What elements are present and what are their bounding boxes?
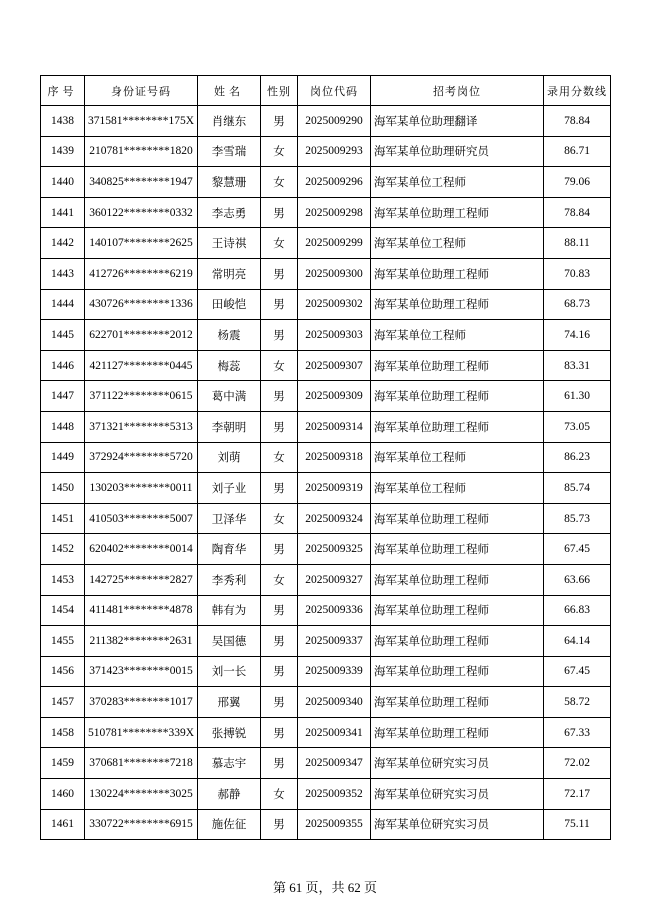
post-code-cell: 2025009302	[298, 289, 371, 320]
seq-cell: 1457	[41, 687, 85, 718]
table-row	[41, 779, 611, 810]
name-cell: 李朝明	[198, 411, 261, 442]
seq-cell: 1460	[41, 779, 85, 810]
name-cell: 杨震	[198, 320, 261, 351]
table-body	[41, 106, 611, 840]
post-cell: 海军某单位助理工程师	[371, 687, 544, 718]
score-cell: 66.83	[544, 595, 611, 626]
score-cell: 75.11	[544, 809, 611, 840]
post-cell: 海军某单位工程师	[371, 167, 544, 198]
seq-cell: 1455	[41, 626, 85, 657]
post-cell: 海军某单位工程师	[371, 228, 544, 259]
post-cell: 海军某单位助理研究员	[371, 136, 544, 167]
id-number-cell: 372924********5720	[85, 442, 198, 473]
score-cell: 72.17	[544, 779, 611, 810]
table-row	[41, 687, 611, 718]
post-code-cell: 2025009299	[298, 228, 371, 259]
post-code-cell: 2025009352	[298, 779, 371, 810]
seq-cell: 1443	[41, 258, 85, 289]
score-cell: 78.84	[544, 197, 611, 228]
score-cell: 74.16	[544, 320, 611, 351]
name-cell: 李志勇	[198, 197, 261, 228]
name-cell: 陶育华	[198, 534, 261, 565]
post-code-cell: 2025009309	[298, 381, 371, 412]
gender-cell: 女	[261, 503, 298, 534]
table-row	[41, 167, 611, 198]
score-cell: 61.30	[544, 381, 611, 412]
id-number-cell: 340825********1947	[85, 167, 198, 198]
name-cell: 李雪瑞	[198, 136, 261, 167]
header-score: 录用分数线	[544, 76, 611, 106]
gender-cell: 女	[261, 564, 298, 595]
gender-cell: 男	[261, 411, 298, 442]
gender-cell: 男	[261, 687, 298, 718]
gender-cell: 男	[261, 258, 298, 289]
score-cell: 73.05	[544, 411, 611, 442]
post-cell: 海军某单位研究实习员	[371, 779, 544, 810]
name-cell: 施佐征	[198, 809, 261, 840]
post-code-cell: 2025009327	[298, 564, 371, 595]
post-code-cell: 2025009324	[298, 503, 371, 534]
header-post: 招考岗位	[371, 76, 544, 106]
name-cell: 王诗祺	[198, 228, 261, 259]
table-header	[41, 76, 611, 106]
post-code-cell: 2025009319	[298, 473, 371, 504]
post-code-cell: 2025009341	[298, 717, 371, 748]
score-cell: 67.45	[544, 534, 611, 565]
post-cell: 海军某单位助理工程师	[371, 656, 544, 687]
gender-cell: 男	[261, 106, 298, 137]
score-cell: 72.02	[544, 748, 611, 779]
gender-cell: 男	[261, 748, 298, 779]
id-number-cell: 410503********5007	[85, 503, 198, 534]
post-cell: 海军某单位助理工程师	[371, 350, 544, 381]
post-code-cell: 2025009298	[298, 197, 371, 228]
gender-cell: 男	[261, 656, 298, 687]
results-table	[40, 75, 611, 840]
name-cell: 刘萌	[198, 442, 261, 473]
gender-cell: 女	[261, 167, 298, 198]
gender-cell: 男	[261, 534, 298, 565]
name-cell: 吴国德	[198, 626, 261, 657]
header-seq: 序号	[41, 76, 85, 106]
table-row	[41, 228, 611, 259]
table-row	[41, 442, 611, 473]
name-cell: 梅蕊	[198, 350, 261, 381]
post-cell: 海军某单位工程师	[371, 473, 544, 504]
header-id-number: 身份证号码	[85, 76, 198, 106]
name-cell: 黎慧珊	[198, 167, 261, 198]
name-cell: 韩有为	[198, 595, 261, 626]
gender-cell: 男	[261, 717, 298, 748]
post-cell: 海军某单位助理工程师	[371, 503, 544, 534]
post-code-cell: 2025009325	[298, 534, 371, 565]
table-row	[41, 534, 611, 565]
id-number-cell: 412726********6219	[85, 258, 198, 289]
seq-cell: 1445	[41, 320, 85, 351]
post-code-cell: 2025009314	[298, 411, 371, 442]
gender-cell: 男	[261, 595, 298, 626]
seq-cell: 1438	[41, 106, 85, 137]
id-number-cell: 130224********3025	[85, 779, 198, 810]
post-code-cell: 2025009339	[298, 656, 371, 687]
gender-cell: 女	[261, 442, 298, 473]
id-number-cell: 371122********0615	[85, 381, 198, 412]
score-cell: 67.45	[544, 656, 611, 687]
gender-cell: 女	[261, 350, 298, 381]
score-cell: 83.31	[544, 350, 611, 381]
seq-cell: 1456	[41, 656, 85, 687]
id-number-cell: 210781********1820	[85, 136, 198, 167]
post-code-cell: 2025009318	[298, 442, 371, 473]
header-name: 姓名	[198, 76, 261, 106]
name-cell: 卫泽华	[198, 503, 261, 534]
post-cell: 海军某单位助理工程师	[371, 289, 544, 320]
table-row	[41, 473, 611, 504]
seq-cell: 1451	[41, 503, 85, 534]
seq-cell: 1458	[41, 717, 85, 748]
post-cell: 海军某单位助理翻译	[371, 106, 544, 137]
post-cell: 海军某单位工程师	[371, 320, 544, 351]
id-number-cell: 371581********175X	[85, 106, 198, 137]
table-row	[41, 656, 611, 687]
post-cell: 海军某单位研究实习员	[371, 748, 544, 779]
table-row	[41, 136, 611, 167]
id-number-cell: 370283********1017	[85, 687, 198, 718]
score-cell: 85.74	[544, 473, 611, 504]
id-number-cell: 421127********0445	[85, 350, 198, 381]
post-cell: 海军某单位助理工程师	[371, 626, 544, 657]
gender-cell: 女	[261, 779, 298, 810]
seq-cell: 1441	[41, 197, 85, 228]
seq-cell: 1439	[41, 136, 85, 167]
table-row	[41, 748, 611, 779]
post-code-cell: 2025009293	[298, 136, 371, 167]
id-number-cell: 370681********7218	[85, 748, 198, 779]
table-row	[41, 809, 611, 840]
score-cell: 85.73	[544, 503, 611, 534]
seq-cell: 1452	[41, 534, 85, 565]
id-number-cell: 360122********0332	[85, 197, 198, 228]
seq-cell: 1440	[41, 167, 85, 198]
score-cell: 67.33	[544, 717, 611, 748]
header-post-code: 岗位代码	[298, 76, 371, 106]
post-cell: 海军某单位助理工程师	[371, 258, 544, 289]
gender-cell: 女	[261, 136, 298, 167]
name-cell: 郝静	[198, 779, 261, 810]
post-cell: 海军某单位工程师	[371, 442, 544, 473]
post-code-cell: 2025009296	[298, 167, 371, 198]
seq-cell: 1453	[41, 564, 85, 595]
id-number-cell: 211382********2631	[85, 626, 198, 657]
post-cell: 海军某单位助理工程师	[371, 411, 544, 442]
name-cell: 刘子业	[198, 473, 261, 504]
gender-cell: 男	[261, 197, 298, 228]
name-cell: 葛中满	[198, 381, 261, 412]
post-code-cell: 2025009303	[298, 320, 371, 351]
gender-cell: 男	[261, 626, 298, 657]
seq-cell: 1442	[41, 228, 85, 259]
id-number-cell: 140107********2625	[85, 228, 198, 259]
post-cell: 海军某单位助理工程师	[371, 717, 544, 748]
seq-cell: 1447	[41, 381, 85, 412]
id-number-cell: 142725********2827	[85, 564, 198, 595]
name-cell: 田峻恺	[198, 289, 261, 320]
seq-cell: 1446	[41, 350, 85, 381]
seq-cell: 1444	[41, 289, 85, 320]
id-number-cell: 622701********2012	[85, 320, 198, 351]
id-number-cell: 620402********0014	[85, 534, 198, 565]
name-cell: 刘一长	[198, 656, 261, 687]
score-cell: 78.84	[544, 106, 611, 137]
name-cell: 李秀利	[198, 564, 261, 595]
post-code-cell: 2025009347	[298, 748, 371, 779]
seq-cell: 1450	[41, 473, 85, 504]
id-number-cell: 330722********6915	[85, 809, 198, 840]
gender-cell: 女	[261, 228, 298, 259]
post-cell: 海军某单位助理工程师	[371, 595, 544, 626]
gender-cell: 男	[261, 320, 298, 351]
table-row	[41, 381, 611, 412]
gender-cell: 男	[261, 473, 298, 504]
post-code-cell: 2025009307	[298, 350, 371, 381]
score-cell: 63.66	[544, 564, 611, 595]
id-number-cell: 371321********5313	[85, 411, 198, 442]
name-cell: 常明亮	[198, 258, 261, 289]
id-number-cell: 510781********339X	[85, 717, 198, 748]
post-cell: 海军某单位研究实习员	[371, 809, 544, 840]
seq-cell: 1449	[41, 442, 85, 473]
gender-cell: 男	[261, 809, 298, 840]
score-cell: 68.73	[544, 289, 611, 320]
table-row	[41, 106, 611, 137]
post-cell: 海军某单位助理工程师	[371, 564, 544, 595]
name-cell: 邢翼	[198, 687, 261, 718]
name-cell: 张搏锐	[198, 717, 261, 748]
seq-cell: 1459	[41, 748, 85, 779]
post-code-cell: 2025009336	[298, 595, 371, 626]
table-row	[41, 197, 611, 228]
post-code-cell: 2025009290	[298, 106, 371, 137]
post-code-cell: 2025009337	[298, 626, 371, 657]
score-cell: 58.72	[544, 687, 611, 718]
score-cell: 86.71	[544, 136, 611, 167]
post-code-cell: 2025009300	[298, 258, 371, 289]
score-cell: 64.14	[544, 626, 611, 657]
header-row	[41, 76, 611, 106]
post-cell: 海军某单位助理工程师	[371, 381, 544, 412]
id-number-cell: 130203********0011	[85, 473, 198, 504]
post-cell: 海军某单位助理工程师	[371, 197, 544, 228]
score-cell: 70.83	[544, 258, 611, 289]
header-gender: 性别	[261, 76, 298, 106]
seq-cell: 1461	[41, 809, 85, 840]
score-cell: 86.23	[544, 442, 611, 473]
id-number-cell: 411481********4878	[85, 595, 198, 626]
table-row	[41, 289, 611, 320]
score-cell: 88.11	[544, 228, 611, 259]
post-code-cell: 2025009355	[298, 809, 371, 840]
score-cell: 79.06	[544, 167, 611, 198]
post-cell: 海军某单位助理工程师	[371, 534, 544, 565]
seq-cell: 1448	[41, 411, 85, 442]
id-number-cell: 371423********0015	[85, 656, 198, 687]
page-footer: 第 61 页，共 62 页	[272, 880, 377, 895]
table-row	[41, 258, 611, 289]
gender-cell: 男	[261, 381, 298, 412]
post-code-cell: 2025009340	[298, 687, 371, 718]
name-cell: 肖继东	[198, 106, 261, 137]
table-row	[41, 564, 611, 595]
table-row	[41, 626, 611, 657]
table-row	[41, 320, 611, 351]
id-number-cell: 430726********1336	[85, 289, 198, 320]
table-row	[41, 717, 611, 748]
table-row	[41, 350, 611, 381]
name-cell: 慕志宇	[198, 748, 261, 779]
gender-cell: 男	[261, 289, 298, 320]
seq-cell: 1454	[41, 595, 85, 626]
table-row	[41, 411, 611, 442]
table-row	[41, 503, 611, 534]
table-row	[41, 595, 611, 626]
